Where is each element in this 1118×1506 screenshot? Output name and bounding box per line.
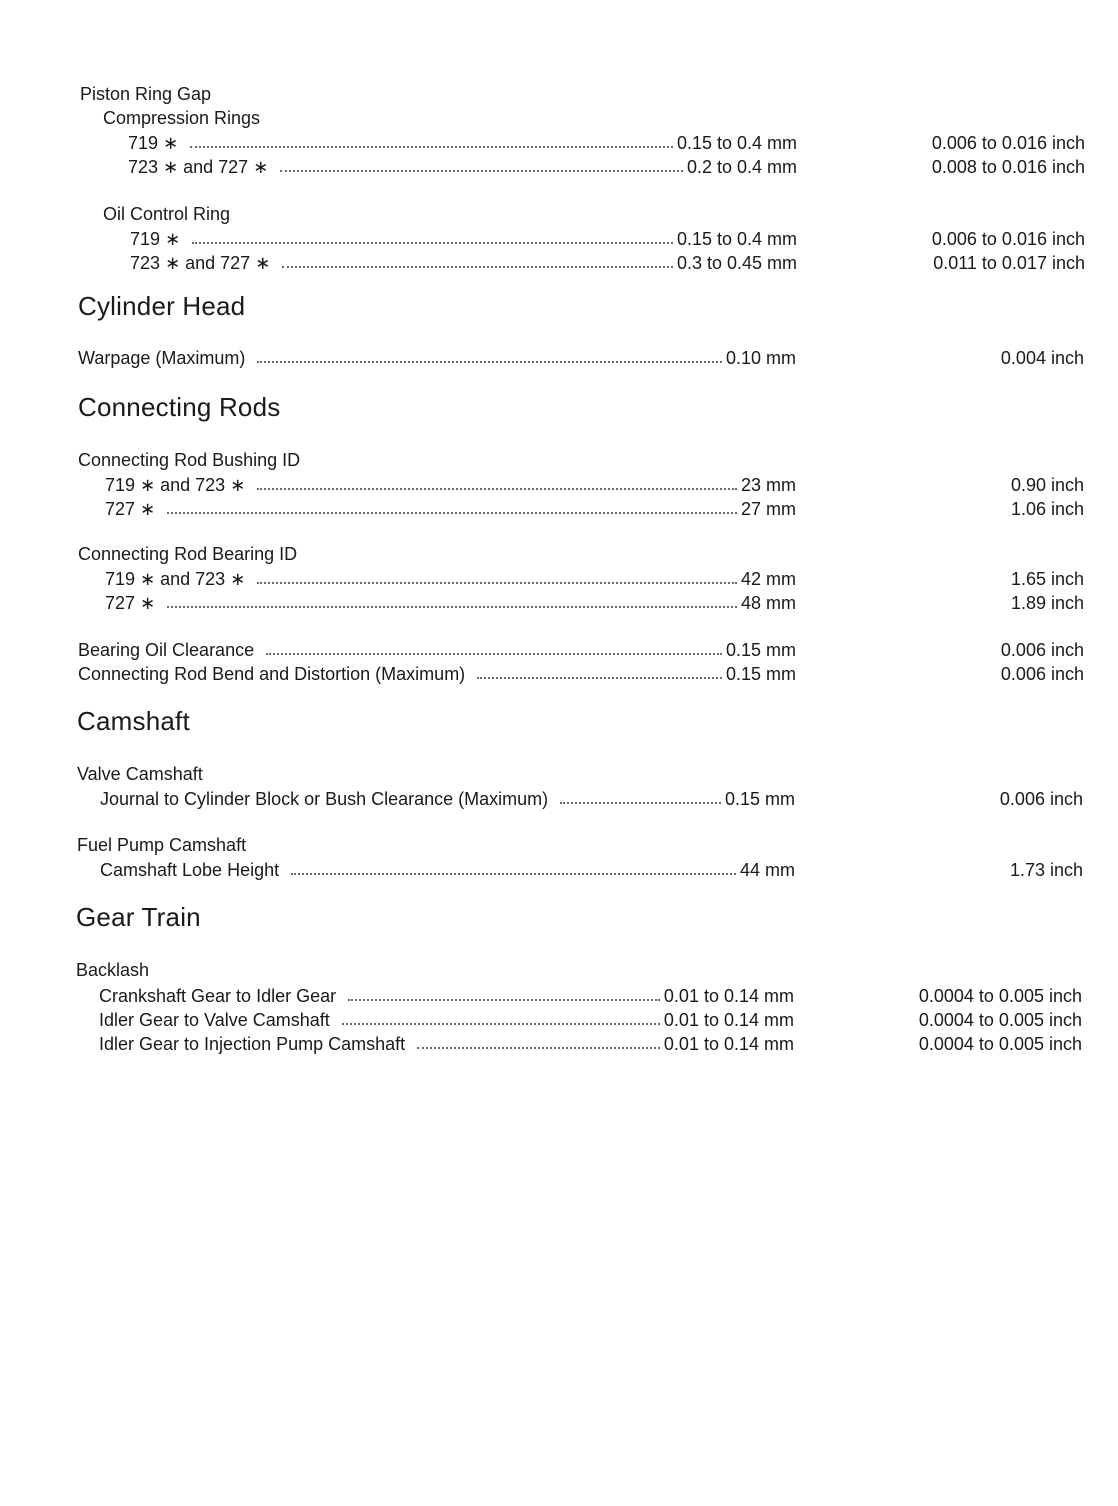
dot-leader	[266, 653, 722, 655]
spec-row	[0, 131, 1118, 155]
bushing-id-title: Connecting Rod Bushing ID	[78, 450, 301, 470]
metric-value: 0.10 mm	[725, 348, 796, 368]
spec-row	[0, 567, 1118, 591]
spec-name: 727 ∗	[105, 593, 156, 613]
spec-name: 719 ∗ and 723 ∗	[105, 569, 246, 589]
oil-control-ring-title: Oil Control Ring	[103, 204, 231, 224]
dot-leader	[280, 170, 683, 172]
spec-name: 719 ∗	[128, 133, 179, 153]
imperial-value: 1.65 inch	[1010, 569, 1084, 589]
spec-row	[0, 984, 1118, 1008]
dot-leader	[291, 873, 736, 875]
spec-row	[0, 591, 1118, 615]
dot-leader	[167, 606, 737, 608]
camshaft-heading: Camshaft	[77, 706, 190, 736]
imperial-value: 1.06 inch	[1010, 499, 1084, 519]
spec-name: 719 ∗	[130, 229, 181, 249]
spec-name: Journal to Cylinder Block or Bush Clearance (Maximum)	[100, 789, 549, 809]
cylinder-head-heading: Cylinder Head	[78, 291, 246, 321]
metric-value: 0.15 to 0.4 mm	[676, 133, 797, 153]
metric-value: 0.15 mm	[725, 640, 796, 660]
spec-row	[0, 155, 1118, 179]
dot-leader	[477, 677, 722, 679]
metric-value: 44 mm	[739, 860, 795, 880]
metric-value: 0.15 mm	[724, 789, 795, 809]
imperial-value: 0.0004 to 0.005 inch	[918, 1010, 1082, 1030]
spec-row	[0, 346, 1118, 370]
gear-train-heading: Gear Train	[76, 902, 201, 932]
metric-value: 0.15 mm	[725, 664, 796, 684]
spec-name: 719 ∗ and 723 ∗	[105, 475, 246, 495]
backlash-title: Backlash	[76, 960, 150, 980]
spec-row	[0, 1008, 1118, 1032]
dot-leader	[348, 999, 660, 1001]
metric-value: 42 mm	[740, 569, 796, 589]
spec-name: Idler Gear to Injection Pump Camshaft	[99, 1034, 406, 1054]
spec-row	[0, 227, 1118, 251]
dot-leader	[190, 146, 673, 148]
metric-value: 0.15 to 0.4 mm	[676, 229, 797, 249]
imperial-value: 0.006 to 0.016 inch	[931, 229, 1085, 249]
imperial-value: 1.73 inch	[1009, 860, 1083, 880]
imperial-value: 1.89 inch	[1010, 593, 1084, 613]
spec-name: Idler Gear to Valve Camshaft	[99, 1010, 330, 1030]
dot-leader	[257, 361, 722, 363]
spec-row	[0, 497, 1118, 521]
imperial-value: 0.90 inch	[1010, 475, 1084, 495]
imperial-value: 0.006 to 0.016 inch	[931, 133, 1085, 153]
imperial-value: 0.0004 to 0.005 inch	[918, 986, 1082, 1006]
piston-ring-gap-title: Piston Ring Gap	[80, 84, 212, 104]
spec-name: Bearing Oil Clearance	[78, 640, 255, 660]
dot-leader	[257, 488, 737, 490]
dot-leader	[257, 582, 737, 584]
spec-name: Crankshaft Gear to Idler Gear	[99, 986, 337, 1006]
imperial-value: 0.011 to 0.017 inch	[933, 253, 1085, 273]
fuel-pump-camshaft-title: Fuel Pump Camshaft	[77, 835, 247, 855]
dot-leader	[417, 1047, 660, 1049]
connecting-rods-heading: Connecting Rods	[78, 392, 281, 422]
imperial-value: 0.006 inch	[1000, 640, 1084, 660]
valve-camshaft-title: Valve Camshaft	[77, 764, 203, 784]
metric-value: 23 mm	[740, 475, 796, 495]
spec-name: Camshaft Lobe Height	[100, 860, 280, 880]
metric-value: 0.01 to 0.14 mm	[663, 1034, 794, 1054]
bearing-id-title: Connecting Rod Bearing ID	[78, 544, 298, 564]
dot-leader	[282, 266, 673, 268]
spec-name: 723 ∗ and 727 ∗	[128, 157, 269, 177]
imperial-value: 0.004 inch	[1000, 348, 1084, 368]
dot-leader	[192, 242, 673, 244]
dot-leader	[342, 1023, 660, 1025]
metric-value: 27 mm	[740, 499, 796, 519]
imperial-value: 0.006 inch	[999, 789, 1083, 809]
metric-value: 0.01 to 0.14 mm	[663, 1010, 794, 1030]
metric-value: 0.3 to 0.45 mm	[676, 253, 797, 273]
imperial-value: 0.008 to 0.016 inch	[931, 157, 1085, 177]
spec-row	[0, 638, 1118, 662]
dot-leader	[167, 512, 737, 514]
spec-name: 723 ∗ and 727 ∗	[130, 253, 271, 273]
spec-row	[0, 473, 1118, 497]
dot-leader	[560, 802, 721, 804]
spec-name: Connecting Rod Bend and Distortion (Maximum)	[78, 664, 466, 684]
spec-row	[0, 662, 1118, 686]
spec-row	[0, 787, 1118, 811]
spec-row	[0, 858, 1118, 882]
spec-row	[0, 251, 1118, 275]
spec-name: 727 ∗	[105, 499, 156, 519]
compression-rings-title: Compression Rings	[103, 108, 261, 128]
spec-name: Warpage (Maximum)	[78, 348, 246, 368]
metric-value: 0.01 to 0.14 mm	[663, 986, 794, 1006]
imperial-value: 0.0004 to 0.005 inch	[918, 1034, 1082, 1054]
metric-value: 0.2 to 0.4 mm	[686, 157, 797, 177]
spec-row	[0, 1032, 1118, 1056]
metric-value: 48 mm	[740, 593, 796, 613]
imperial-value: 0.006 inch	[1000, 664, 1084, 684]
